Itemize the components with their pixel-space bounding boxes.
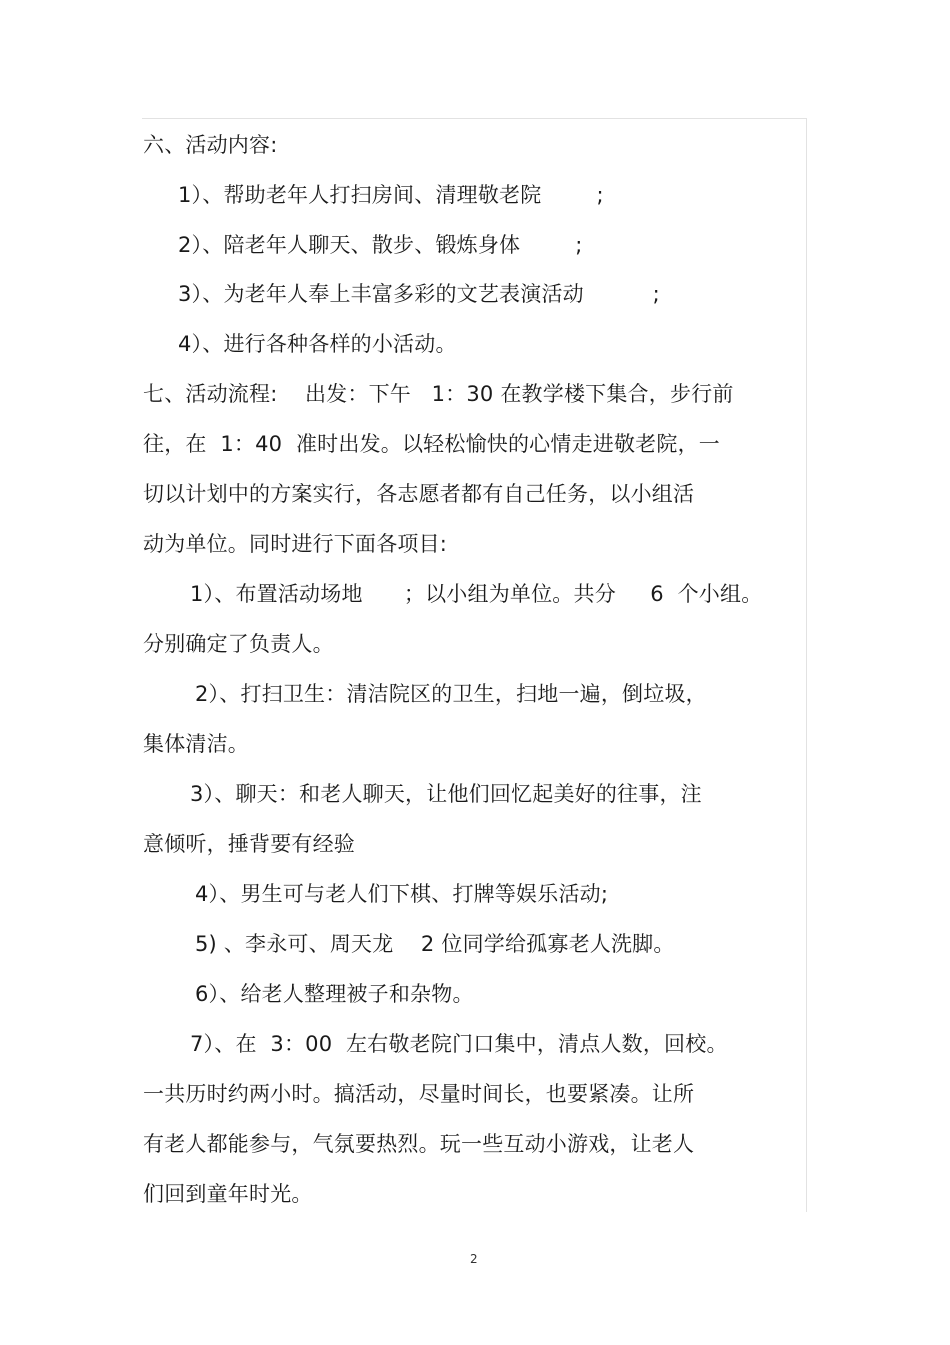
list-item: 6）、给老人整理被子和杂物。 xyxy=(195,982,474,1006)
section-heading-activity-flow: 七、活动流程: 出发：下午 1：30 在教学楼下集合，步行前 xyxy=(143,382,734,406)
list-item: 1）、帮助老年人打扫房间、清理敬老院 ; xyxy=(178,183,604,207)
list-item: 3）、为老年人奉上丰富多彩的文艺表演活动 ; xyxy=(178,282,660,306)
paragraph-line: 们回到童年时光。 xyxy=(143,1182,313,1206)
list-item: 1）、布置活动场地 ；以小组为单位。共分 6 个小组。 xyxy=(190,582,763,606)
paragraph-line: 切以计划中的方案实行，各志愿者都有自己任务，以小组活 xyxy=(143,482,695,506)
list-item: 4）、男生可与老人们下棋、打牌等娱乐活动; xyxy=(195,882,609,906)
list-item: 7）、在 3：00 左右敬老院门口集中，清点人数，回校。 xyxy=(190,1032,728,1056)
paragraph-line: 分别确定了负责人。 xyxy=(143,632,334,656)
paragraph-line: 有老人都能参与，气氛要热烈。玩一些互动小游戏，让老人 xyxy=(143,1132,695,1156)
list-item: 2）、陪老年人聊天、散步、锻炼身体 ; xyxy=(178,233,583,257)
paragraph-line: 一共历时约两小时。搞活动，尽量时间长，也要紧凑。让所 xyxy=(143,1082,695,1106)
list-item: 4）、进行各种各样的小活动。 xyxy=(178,332,457,356)
list-item: 3）、聊天：和老人聊天，让他们回忆起美好的往事，注 xyxy=(190,782,702,806)
list-item: 2）、打扫卫生：清洁院区的卫生，扫地一遍，倒垃圾， xyxy=(195,682,707,706)
paragraph-line: 动为单位。同时进行下面各项目: xyxy=(143,532,448,556)
paragraph-line: 集体清洁。 xyxy=(143,732,249,756)
paragraph-line: 意倾听，捶背要有经验 xyxy=(143,832,355,856)
page-number: 2 xyxy=(470,1252,478,1266)
section-heading-activity-content: 六、活动内容: xyxy=(143,133,278,157)
list-item: 5) 、李永可、周天龙 2 位同学给孤寡老人洗脚。 xyxy=(195,932,675,956)
paragraph-line: 往，在 1：40 准时出发。以轻松愉快的心情走进敬老院，一 xyxy=(143,432,720,456)
